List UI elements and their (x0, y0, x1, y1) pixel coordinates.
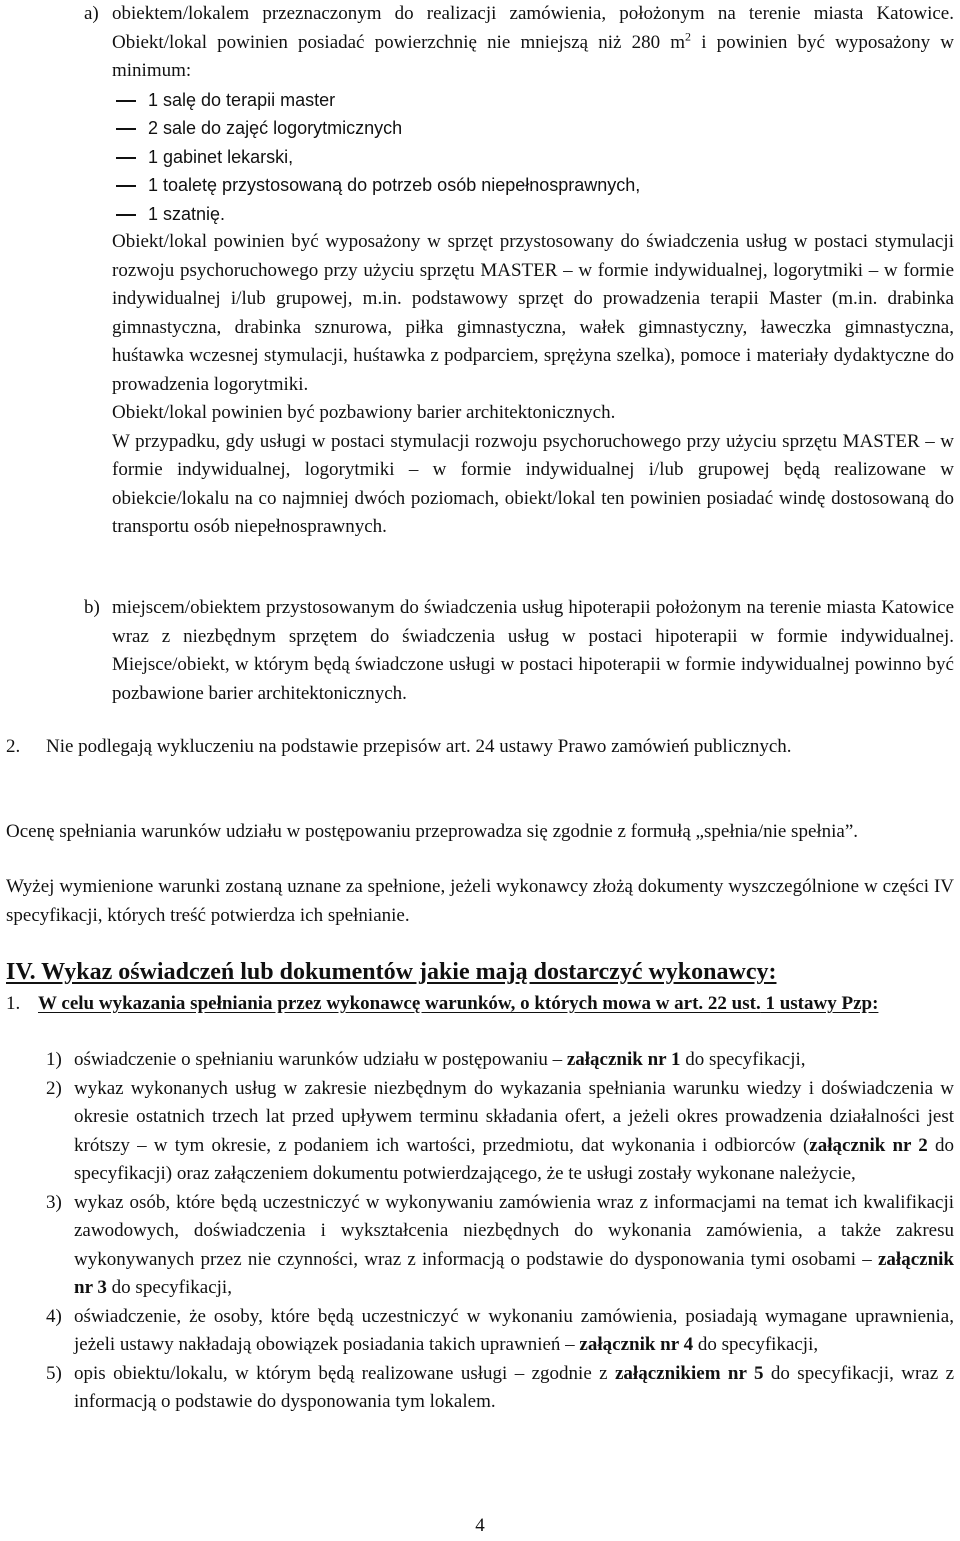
rooms-list (0, 86, 954, 229)
document-item-text-before: wykaz osób, które będą uczestniczyć w wykonywaniu zamówienia wraz z informacjami na temat ich kwalifikacji zawodowych, doświadczenia i wykształcenia niezbędnych do wykonania zamówienia, a także zakresu wykonywanych przez nie czynności, wraz z informacją o podstawie do dysponowania tymi osobami – (74, 1191, 954, 1270)
attachment-reference: załącznik nr 1 (566, 1049, 681, 1070)
item-b-marker: b) (84, 597, 100, 618)
document-item-text (74, 1075, 954, 1189)
dash-bullet (116, 157, 136, 159)
document-item-text (74, 1360, 954, 1417)
section-iv-sub-rest: 1 ustawy Pzp: (760, 993, 879, 1014)
room-item-text: 1 toaletę przystosowaną do potrzeb osób niepełnosprawnych, (148, 175, 641, 195)
item-2-text: Nie podlegają wykluczeniu na podstawie przepisów art. 24 ustawy Prawo zamówień publicznych. (46, 736, 792, 757)
assessment-paragraph-1: Ocenę spełniania warunków udziału w postępowaniu przeprowadza się zgodnie z formułą „spełnia/nie spełnia”. (6, 821, 859, 842)
item-a-barriers: Obiekt/lokal powinien być pozbawiony barier architektonicznych. (112, 402, 616, 423)
attachment-reference: załącznik nr 3 (74, 1248, 954, 1298)
room-item-text: 1 szatnię. (148, 203, 226, 224)
item-a-marker: a) (84, 3, 99, 24)
document-item-text-after: do specyfikacji, (693, 1334, 819, 1355)
section-iv-sub-text (38, 990, 954, 1019)
document-item-marker: 3) (46, 1191, 62, 1213)
item-a-intro (112, 0, 954, 86)
document-item (0, 1360, 954, 1417)
attachment-reference: załącznik nr 4 (579, 1334, 694, 1355)
room-item (0, 143, 954, 172)
document-item (0, 1303, 954, 1360)
document-item-text-after: do specyfikacji) oraz załączeniem dokumentu potwierdzającego, że te usługi zostały wykonane należycie, (74, 1134, 954, 1184)
room-item (0, 171, 954, 200)
document-item (0, 1189, 954, 1303)
document-item-text-before: opis obiektu/lokalu, w którym będą realizowane usługi – zgodnie z (74, 1362, 615, 1384)
document-item-text (74, 1303, 954, 1360)
room-item (0, 114, 954, 143)
item-b (0, 594, 954, 708)
room-item (0, 86, 954, 115)
document-item-text (74, 1189, 954, 1303)
room-item (0, 200, 954, 229)
document-item-marker: 1) (46, 1049, 62, 1070)
dash-bullet (116, 100, 136, 102)
room-item-text: 1 salę do terapii master (148, 89, 336, 110)
item-a (0, 0, 954, 542)
dash-bullet (116, 185, 136, 187)
item-b-text: miejscem/obiektem przystosowanym do świadczenia usług hipoterapii położonym na terenie miasta Katowice wraz z niezbędnym sprzętem do świadczenia usług w postaci hipoterapii w formie indywidualnej. Miejsce/obiekt, w którym będą świadczone usługi w postaci hipoterapii w formie indywidualnej powinno być pozbawione barier architektonicznych. (112, 597, 954, 704)
item-a-intro-sup: 2 (685, 29, 692, 44)
item-2-marker: 2. (6, 736, 21, 757)
section-iv-heading: IV. Wykaz oświadczeń lub dokumentów jakie mają dostarczyć wykonawcy: (6, 959, 777, 985)
document-item-text-before: oświadczenie o spełnianiu warunków udziału w postępowaniu – (74, 1049, 567, 1070)
document-item-text-before: wykaz wykonanych usług w zakresie niezbędnym do wykazania spełniania warunku wiedzy i doświadczenia w okresie ostatnich trzech lat przed upływem terminu składania ofert, a jeżeli okres prowadzenia działalności jest krótszy – w tym okresie, z podaniem ich wartości, przedmiotu, dat wykonania i odbiorców ( (74, 1077, 954, 1156)
item-a-floors: W przypadku, gdy usługi w postaci stymulacji rozwoju psychoruchowego przy użyciu sprzętu MASTER – w formie indywidualnej, logorytmiki – w formie indywidualnej i/lub grupowej będą realizowane w obiekcie/lokalu na co najmniej dwóch poziomach, obiekt/lokal ten powinien posiadać windę dostosowaną do transportu osób niepełnosprawnych. (112, 430, 954, 537)
item-2 (0, 733, 954, 762)
section-iv-sub-bold: W celu wykazania spełniania przez wykonawcę warunków, o których mowa w art. 22 ust. (38, 993, 761, 1014)
document-item (0, 1075, 954, 1189)
documents-list (0, 1046, 954, 1417)
item-a-intro-text-2: i powinien być wyposażony w minimum: (112, 31, 954, 81)
dash-bullet (116, 214, 136, 216)
document-item-text-after: do specyfikacji, (680, 1049, 806, 1070)
document-item-marker: 2) (46, 1077, 62, 1099)
item-a-equipment: Obiekt/lokal powinien być wyposażony w sprzęt przystosowany do świadczenia usług w postaci stymulacji rozwoju psychoruchowego przy użyciu sprzętu MASTER – w formie indywidualnej, logorytmiki – w formie indywidualnej i/lub grupowej, m.in. podstawowy sprzęt do prowadzenia terapii Master (m.in. drabinka gimnastyczna, drabinka sznurowa, piłka gimnastyczna, wałek gimnastyczny, ławeczka gimnastyczna, huśtawka wczesnej stymulacji, huśtawka z podparciem, sprężyna szelka), pomoce i materiały dydaktyczne do prowadzenia logorytmiki. (112, 231, 954, 395)
assessment-paragraph-2: Wyżej wymienione warunki zostaną uznane za spełnione, jeżeli wykonawcy złożą dokumenty wyszczególnione w części IV specyfikacji, których treść potwierdza ich spełnianie. (6, 876, 954, 926)
page-number: 4 (475, 1515, 485, 1536)
room-item-text: 1 gabinet lekarski, (148, 146, 294, 167)
document-item (0, 1046, 954, 1075)
document-item-marker: 5) (46, 1362, 62, 1384)
document-item-text-after: do specyfikacji, (106, 1277, 232, 1298)
document-item-text-after: do specyfikacji, wraz z informacją o podstawie do dysponowania tym lokalem. (74, 1362, 955, 1412)
room-item-text: 2 sale do zajęć logorytmicznych (148, 118, 403, 138)
document-item-text (74, 1046, 954, 1075)
document-item-text-before: oświadczenie, że osoby, które będą uczestniczyć w wykonaniu zamówienia, posiadają wymagane uprawnienia, jeżeli ustawy nakładają obowiązek posiadania takich uprawnień – (74, 1305, 954, 1355)
section-iv-sub-marker: 1. (6, 993, 21, 1014)
document-item-marker: 4) (46, 1305, 62, 1327)
attachment-reference: załącznik nr 2 (809, 1134, 928, 1156)
item-a-intro-text-1: obiektem/lokalem przeznaczonym do realizacji zamówienia, położonym na terenie miasta Katowice. Obiekt/lokal powinien posiadać powierzchnię nie mniejszą niż 280 m (112, 3, 954, 53)
attachment-reference: załącznikiem nr 5 (615, 1362, 764, 1384)
section-iv-subheading (0, 990, 954, 1019)
dash-bullet (116, 128, 136, 130)
